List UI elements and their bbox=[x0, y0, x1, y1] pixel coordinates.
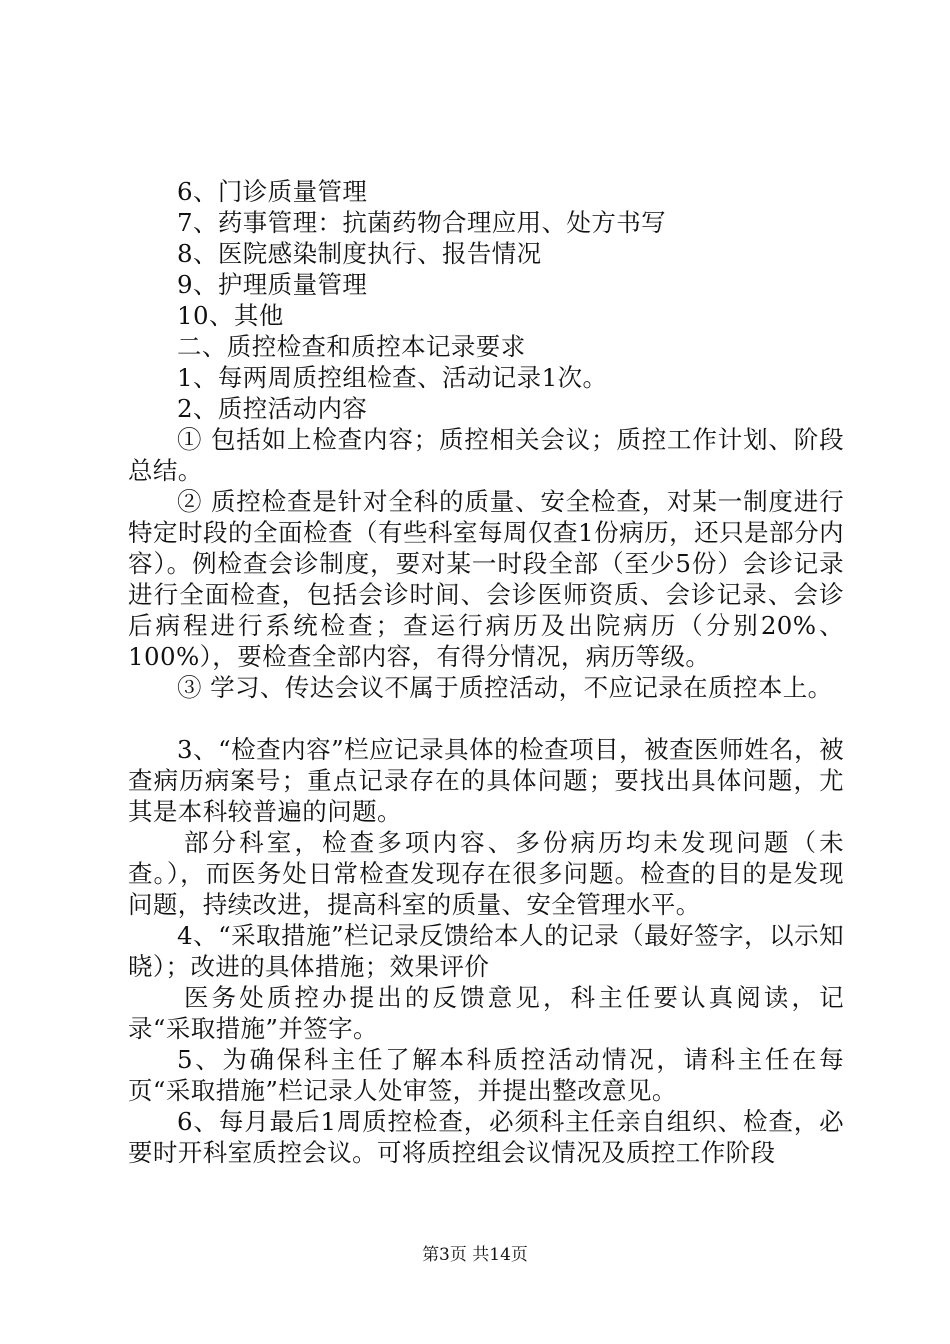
paragraph: 1、每两周质控组检查、活动记录1次。 bbox=[177, 363, 608, 392]
paragraph: 10、其他 bbox=[177, 301, 284, 330]
paragraph: ① 包括如上检查内容；质控相关会议；质控工作计划、阶段总结。 bbox=[128, 425, 844, 485]
paragraph: 3、“检查内容”栏应记录具体的检查项目，被查医师姓名，被查病历病案号；重点记录存在的具体问题；要找出具体问题，尤其是本科较普遍的问题。 bbox=[128, 735, 844, 826]
document-body bbox=[128, 176, 844, 1168]
paragraph: ③ 学习、传达会议不属于质控活动，不应记录在质控本上。 bbox=[177, 673, 833, 702]
paragraph: 6、每月最后1周质控检查，必须科主任亲自组织、检查，必要时开科室质控会议。可将质控组会议情况及质控工作阶段 bbox=[128, 1107, 844, 1167]
paragraph: 4、“采取措施”栏记录反馈给本人的记录（最好签字，以示知晓）；改进的具体措施；效果评价 bbox=[128, 921, 844, 981]
paragraph: 医务处质控办提出的反馈意见，科主任要认真阅读，记录“采取措施”并签字。 bbox=[128, 983, 844, 1043]
blank-line bbox=[128, 703, 844, 734]
paragraph: 9、护理质量管理 bbox=[177, 270, 368, 299]
paragraph: 2、质控活动内容 bbox=[177, 394, 368, 423]
paragraph: 7、药事管理：抗菌药物合理应用、处方书写 bbox=[177, 208, 667, 237]
paragraph: 8、医院感染制度执行、报告情况 bbox=[177, 239, 542, 268]
paragraph: 5、为确保科主任了解本科质控活动情况，请科主任在每页“采取措施”栏记录人处审签，并提出整改意见。 bbox=[128, 1045, 844, 1105]
page-footer: 第3页 共14页 bbox=[422, 1245, 528, 1265]
paragraph: 6、门诊质量管理 bbox=[177, 177, 368, 206]
paragraph: 二、质控检查和质控本记录要求 bbox=[177, 332, 526, 361]
paragraph: ② 质控检查是针对全科的质量、安全检查，对某一制度进行特定时段的全面检查（有些科室每周仅查1份病历，还只是部分内容）。例检查会诊制度，要对某一时段全部（至少5份）会诊记录进行全面检查，包括会诊时间、会诊医师资质、会诊记录、会诊后病程进行系统检查；查运行病历及出院病历（分别20%、100%），要检查全部内容，有得分情况，病历等级。 bbox=[128, 487, 844, 671]
paragraph: 部分科室，检查多项内容、多份病历均未发现问题（未查。），而医务处日常检查发现存在很多问题。检查的目的是发现问题，持续改进，提高科室的质量、安全管理水平。 bbox=[128, 828, 844, 919]
